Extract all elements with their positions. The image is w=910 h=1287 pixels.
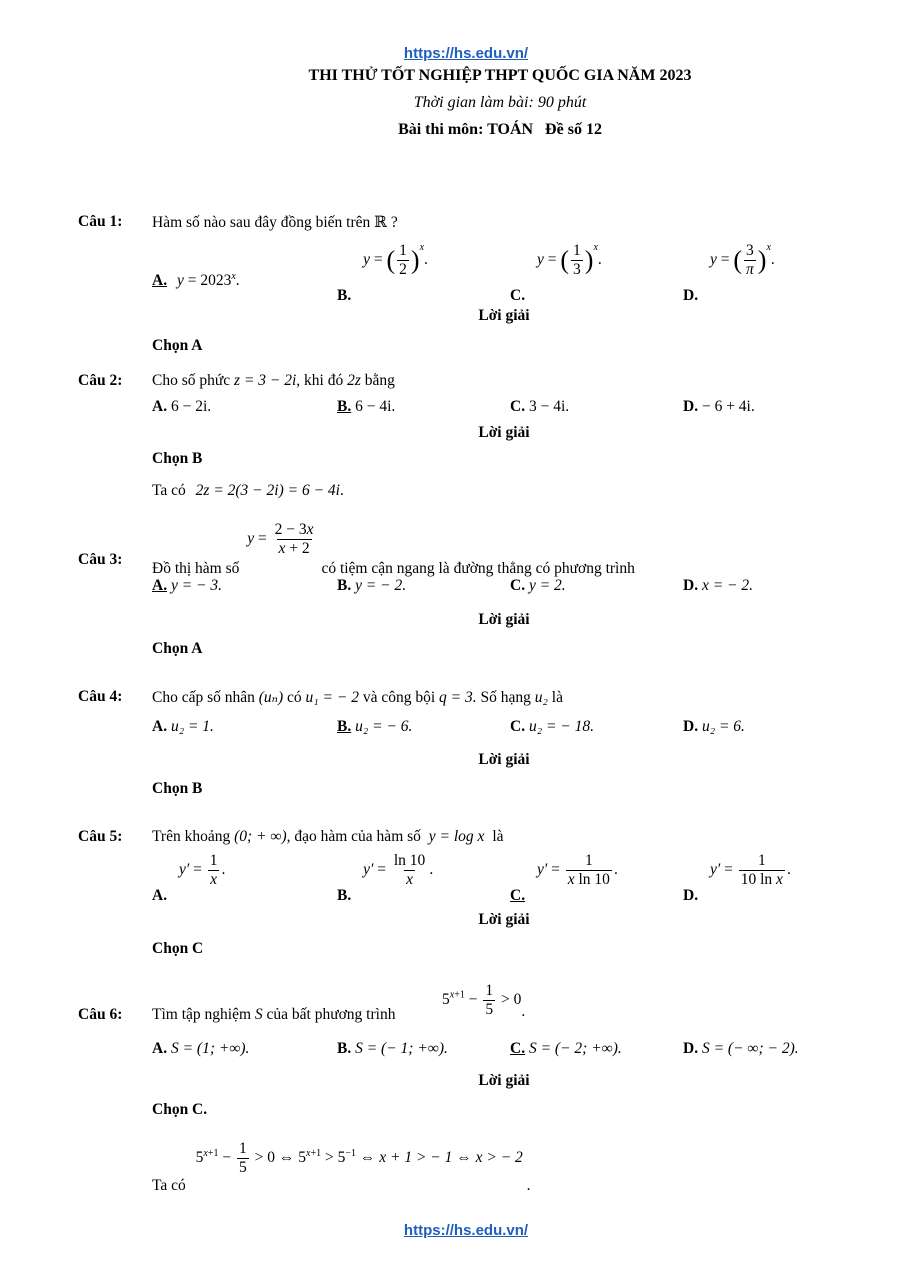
q5-option-d[interactable]: D. y′ = $\frac{1}{\text{10 ln x}}$ . [683, 852, 791, 904]
q2-option-a[interactable]: A. 6 − 2i. [152, 398, 212, 415]
q6-solution-heading: Lời giải [478, 1072, 530, 1089]
q4-option-c[interactable]: C. u₂ = − 18. [510, 718, 595, 735]
question-6-number: Câu 6: [78, 1006, 123, 1023]
question-6-text: Tìm tập nghiệm S của bất phương trình [152, 1006, 396, 1023]
question-2-number: Câu 2: [78, 372, 123, 389]
q5-answer: Chọn C [152, 940, 204, 957]
q6-option-d[interactable]: D. S = (− ∞; − 2). [683, 1040, 799, 1057]
q2-option-c[interactable]: C. 3 − 4i. [510, 398, 570, 415]
q6-option-c[interactable]: C. S = (− 2; +∞). [510, 1040, 622, 1057]
question-4-text: Cho cấp số nhân (uₙ) có u₁ = − 2 và công bội q = 3. Số hạng u₂ là [152, 689, 563, 706]
q4-option-b[interactable]: B. u₂ = − 6. [337, 718, 413, 735]
question-4-number: Câu 4: [78, 688, 123, 705]
q5-solution-heading: Lời giải [478, 911, 530, 928]
question-3-number: Câu 3: [78, 551, 123, 568]
exam-time: Thời gian làm bài: 90 phút [413, 94, 587, 111]
q2-answer: Chọn B [152, 450, 203, 467]
q5-option-a[interactable]: A. y′ = $\frac{1}{x}$ . [152, 852, 226, 904]
q6-working: Ta có $5^{x+1}$ − $\frac{1}{5}$ > 0 ⇔ $5^{x+1} > 5^{-1}$ ⇔ x + 1 > − 1 ⇔ x > − 2 . [152, 1140, 531, 1194]
question-2-text: Cho số phức z = 3 − 2i, khi đó 2z bằng [152, 372, 395, 389]
exam-subject: Bài thi môn: TOÁN Đề số 12 [398, 121, 602, 138]
question-1-number: Câu 1: [78, 213, 123, 230]
q1-option-c[interactable]: C. y = ( $\frac{1}{3}$ )$^x$. [510, 242, 602, 304]
q4-solution-heading: Lời giải [478, 751, 530, 768]
q3-option-a[interactable]: A. y = − 3. [152, 577, 223, 594]
q4-option-d[interactable]: D. u₂ = 6. [683, 718, 745, 735]
q1-option-a[interactable]: A. $y = 2023^x$. [152, 271, 240, 290]
q2-solution-heading: Lời giải [478, 424, 530, 441]
q2-option-b[interactable]: B. 6 − 4i. [337, 398, 396, 415]
q3-option-b[interactable]: B. y = − 2. [337, 577, 407, 594]
question-3-text: Đồ thị hàm số y = $\frac{2 - 3x}{x + 2}$ có tiệm cận ngang là đường thẳng có phương trình [152, 521, 635, 577]
exam-title: THI THỬ TỐT NGHIỆP THPT QUỐC GIA NĂM 2023 [308, 67, 692, 84]
q3-option-d[interactable]: D. x = − 2. [683, 577, 754, 594]
question-5-number: Câu 5: [78, 828, 123, 845]
q6-option-b[interactable]: B. S = (− 1; +∞). [337, 1040, 448, 1057]
q1-answer: Chọn A [152, 337, 203, 354]
q3-answer: Chọn A [152, 640, 203, 657]
q3-option-c[interactable]: C. y = 2. [510, 577, 566, 594]
q3-solution-heading: Lời giải [478, 611, 530, 628]
q1-option-d[interactable]: D. y = ( $\frac{3}{\pi}$ )$^x$. [683, 242, 775, 304]
q1-solution-heading: Lời giải [478, 307, 530, 324]
header-link[interactable]: https://hs.edu.vn/ [403, 45, 529, 62]
question-1-text: Hàm số nào sau đây đồng biến trên ℝ ? [152, 214, 398, 231]
footer-link[interactable]: https://hs.edu.vn/ [403, 1222, 529, 1239]
q2-working: Ta có 2z = 2(3 − 2i) = 6 − 4i. [152, 482, 344, 499]
q6-inequality: $5^{x+1}$ − $\frac{1}{5}$ > 0. [442, 982, 526, 1020]
q5-option-c[interactable]: C. y′ = $\frac{1}{\text{x ln 10}}$ . [510, 852, 618, 904]
q1-option-b[interactable]: B. y = ( $\frac{1}{2}$ )$^x$. [337, 242, 428, 304]
question-5-text: Trên khoảng (0; + ∞), đạo hàm của hàm số y = log x là [152, 828, 504, 845]
q4-option-a[interactable]: A. u₂ = 1. [152, 718, 214, 735]
q6-option-a[interactable]: A. S = (1; +∞). [152, 1040, 250, 1057]
q2-option-d[interactable]: D. − 6 + 4i. [683, 398, 755, 415]
q6-answer: Chọn C. [152, 1101, 208, 1118]
q5-option-b[interactable]: B. y′ = $\frac{\ln 10}{x}$ . [337, 852, 434, 904]
q4-answer: Chọn B [152, 780, 203, 797]
